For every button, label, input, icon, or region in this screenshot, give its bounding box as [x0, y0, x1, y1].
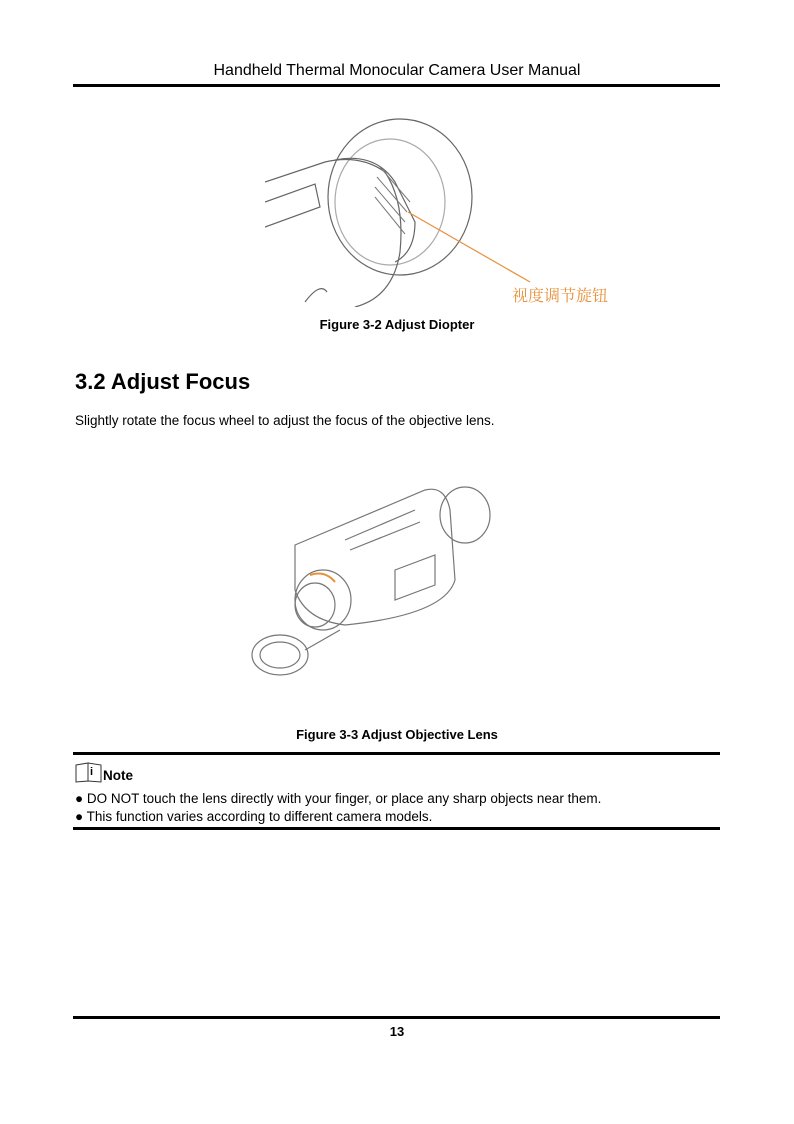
header-rule	[73, 84, 720, 87]
svg-text:i: i	[90, 766, 94, 778]
note-bottom-rule	[73, 827, 720, 830]
page-number: 13	[389, 1024, 405, 1039]
note-book-info-icon	[75, 761, 103, 783]
section-heading: 3.2 Adjust Focus	[75, 369, 251, 394]
figure-caption-3-3: Figure 3-3 Adjust Objective Lens	[296, 727, 498, 742]
figure-caption-3-2: Figure 3-2 Adjust Diopter	[319, 317, 475, 332]
note-top-rule	[73, 752, 720, 755]
section-body: Slightly rotate the focus wheel to adjust the focus of the objective lens.	[75, 413, 495, 428]
footer-rule	[73, 1016, 720, 1019]
note-item-text: DO NOT touch the lens directly with your finger, or place any sharp objects near them.	[86, 791, 602, 806]
note-item: ● This function varies according to different camera models.	[75, 809, 433, 824]
page-header: Handheld Thermal Monocular Camera User Manual	[213, 62, 581, 79]
note-label: Note	[103, 768, 133, 783]
diopter-callout: 视度调节旋钮	[512, 288, 609, 305]
note-item: ● DO NOT touch the lens directly with your finger, or place any sharp objects near them.	[75, 791, 602, 806]
objective-lens-figure	[245, 470, 505, 685]
note-header	[75, 761, 133, 783]
diopter-figure	[265, 112, 635, 307]
note-item-text: This function varies according to different camera models.	[86, 809, 433, 824]
